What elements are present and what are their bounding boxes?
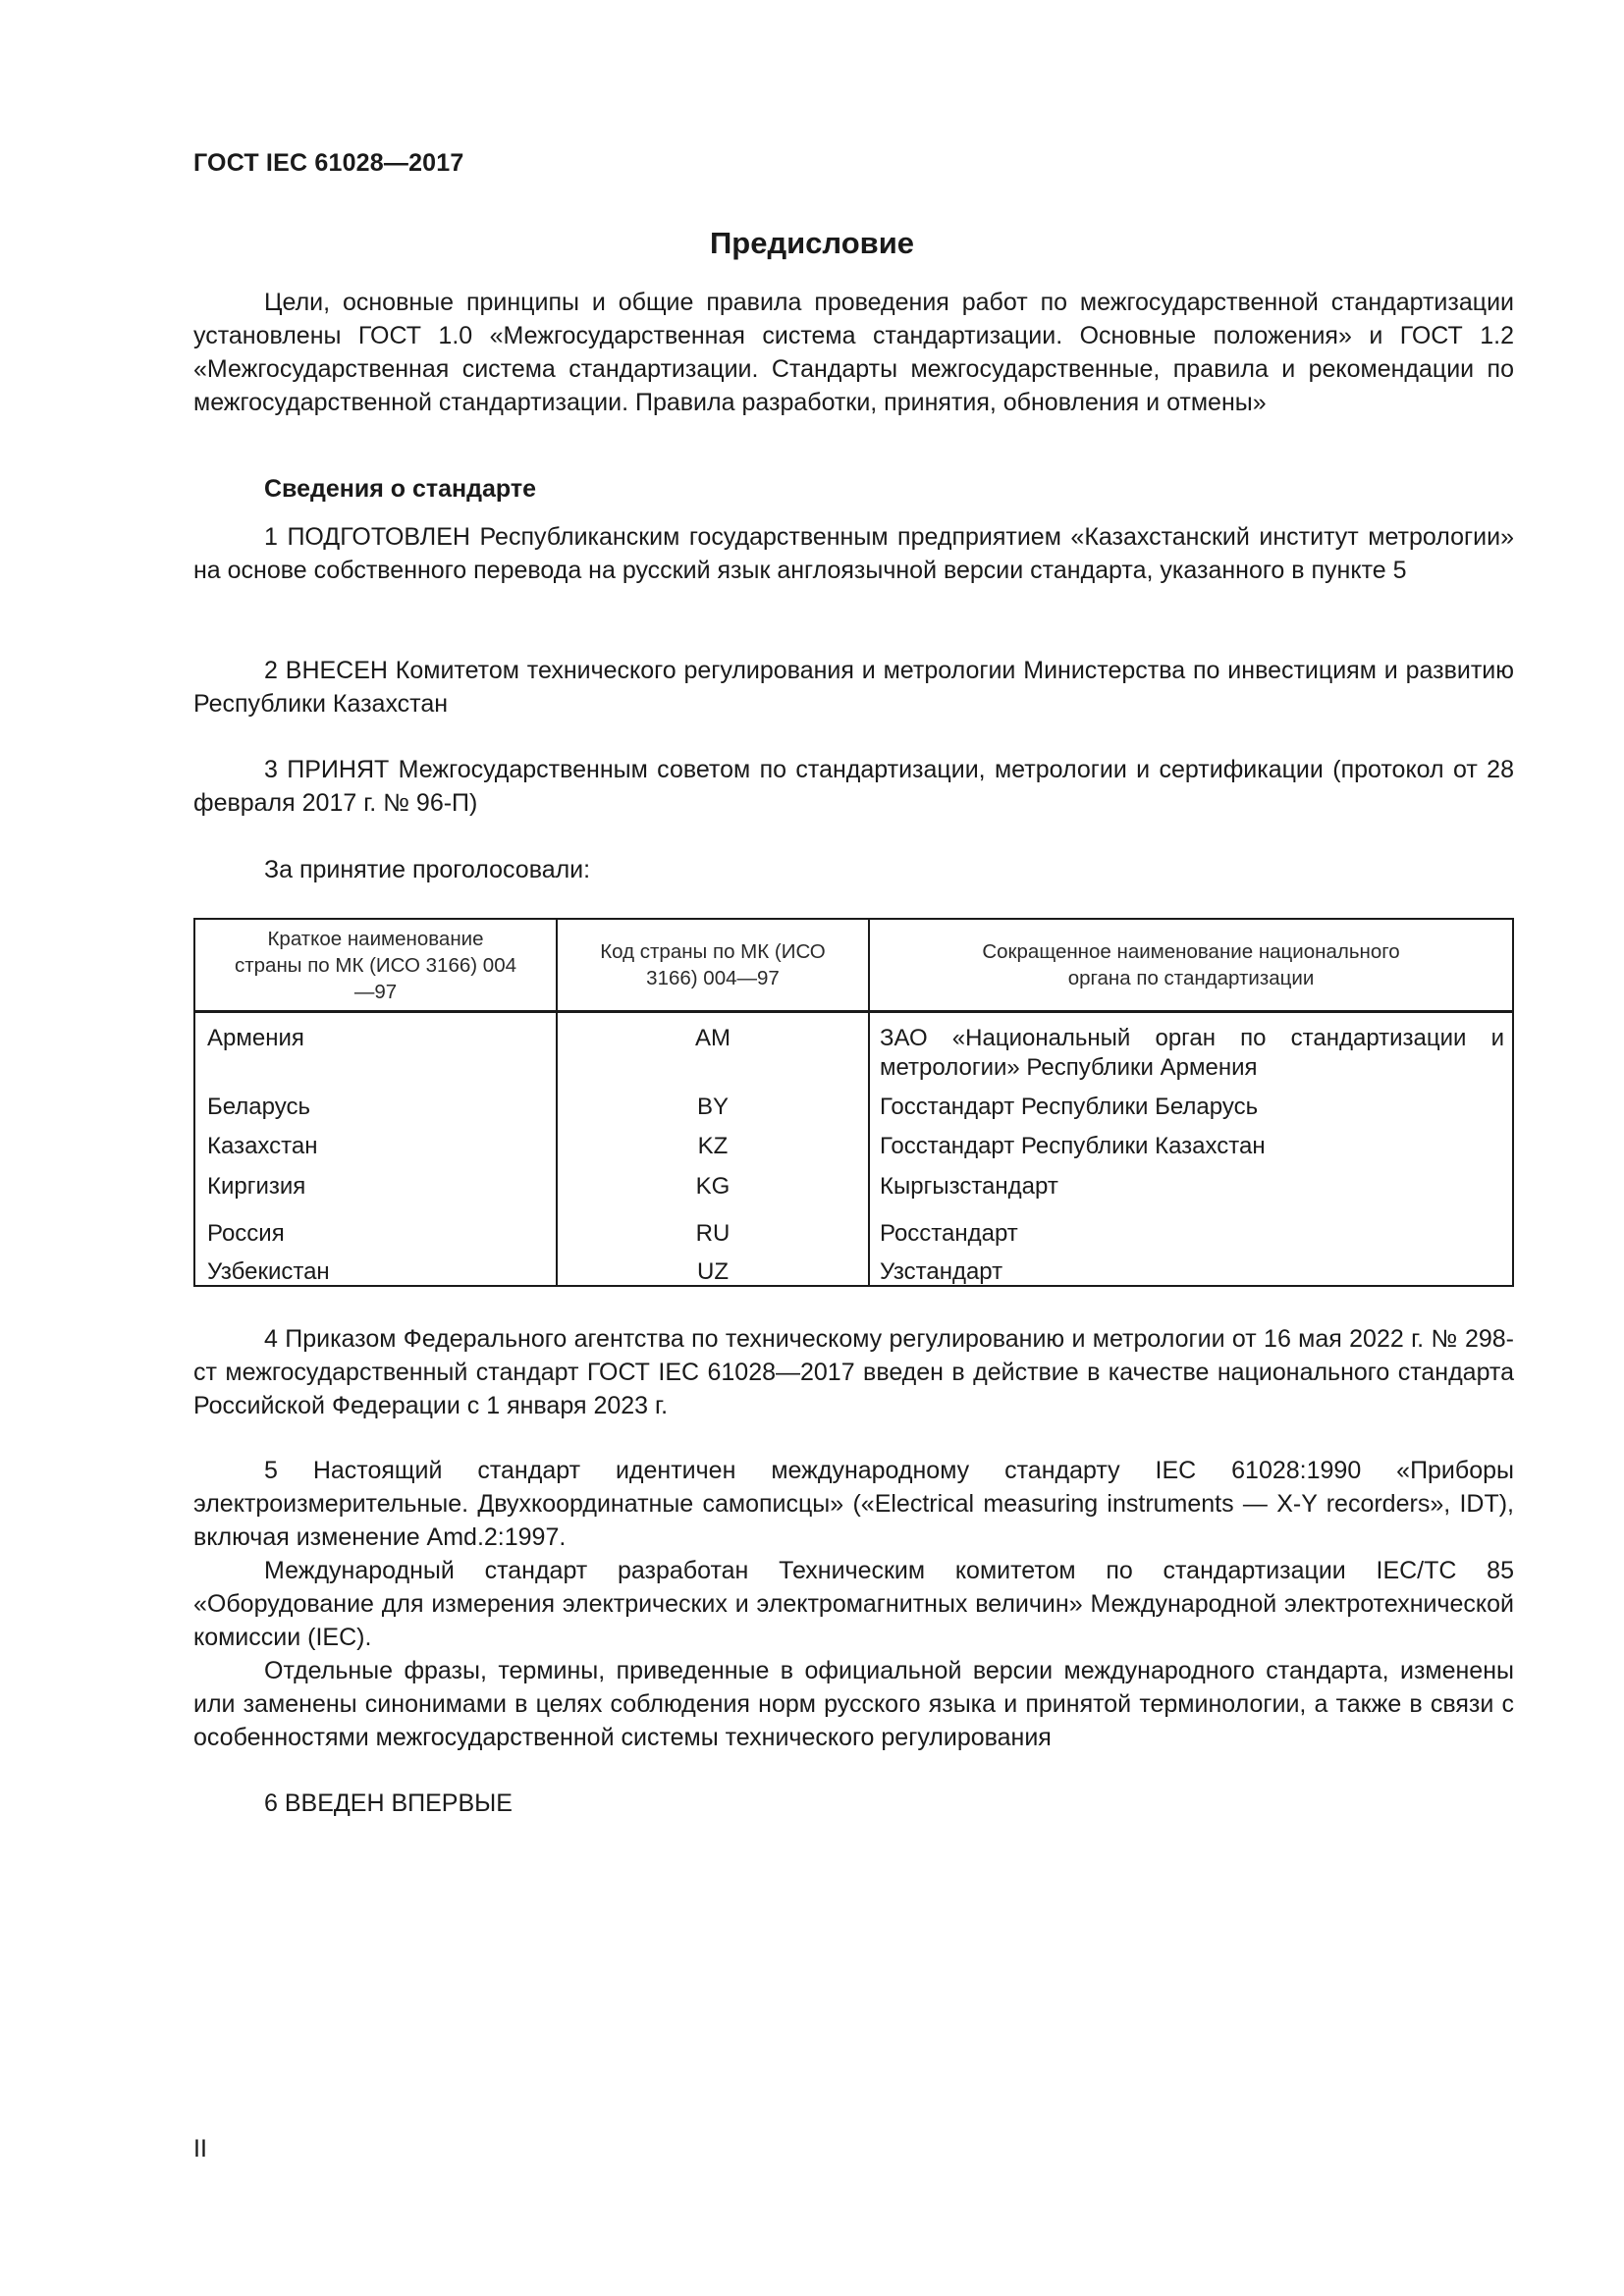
table-header-row [195, 920, 1512, 1013]
item-5-terms-paragraph: Отдельные фразы, термины, приведенные в официальной версии международного стандарта, изменены или заменены синонимами в целях соблюдения норм русского языка и принятой терминологии, а также в связи с особенностями межгосударственной системы технического регулирования [193, 1657, 1514, 1751]
table-cell-org: Госстандарт Республики Казахстан [880, 1133, 1266, 1159]
document-id-header: ГОСТ IEC 61028—2017 [193, 149, 464, 177]
table-cell-org: Росстандарт [880, 1220, 1018, 1247]
table-cell-country: Армения [207, 1025, 304, 1051]
item-4-paragraph: 4 Приказом Федерального агентства по техническому регулированию и метрологии от 16 мая 2022 г. № 298-ст межгосударственный стандарт ГОСТ IEC 61028—2017 введен в действие в качестве национального стандарта Российской Федерации с 1 января 2023 г. [193, 1325, 1514, 1419]
table-cell-code: RU [695, 1220, 731, 1247]
page-title: Предисловие [709, 226, 914, 260]
page-number: II [193, 2135, 207, 2163]
item-6-paragraph: 6 ВВЕДЕН ВПЕРВЫЕ [264, 1789, 513, 1817]
table-cell-org: ЗАО «Национальный орган по стандартизации и метрологии» Республики Армения [880, 1025, 1504, 1081]
table-cell-code: AM [695, 1025, 731, 1051]
table-cell-code: KZ [697, 1133, 729, 1159]
voting-table [193, 918, 1514, 1287]
item-1-paragraph: 1 ПОДГОТОВЛЕН Республиканским государственным предприятием «Казахстанский институт метрологии» на основе собственного перевода на русский язык англоязычной версии стандарта, указанного в пункте 5 [193, 523, 1514, 584]
item-3-paragraph: 3 ПРИНЯТ Межгосударственным советом по стандартизации, метрологии и сертификации (протокол от 28 февраля 2017 г. № 96-П) [193, 756, 1514, 817]
table-cell-country: Беларусь [207, 1094, 310, 1120]
table-cell-org: Госстандарт Республики Беларусь [880, 1094, 1259, 1120]
table-cell-org: Узстандарт [880, 1258, 1003, 1285]
table-cell-country: Узбекистан [207, 1258, 330, 1285]
column-divider [868, 1010, 870, 1285]
header-country: Краткое наименование страны по МК (ИСО 3166) 004—97 [195, 920, 558, 1010]
header-org: Сокращенное наименование национального органа по стандартизации [982, 940, 1400, 989]
table-cell-country: Киргизия [207, 1173, 306, 1200]
header-code: Код страны по МК (ИСО 3166) 004—97 [558, 920, 870, 1010]
table-cell-country: Казахстан [207, 1133, 318, 1159]
standard-info-heading: Сведения о стандарте [264, 475, 537, 503]
table-cell-code: KG [695, 1173, 731, 1200]
item-5-committee-paragraph: Международный стандарт разработан Техническим комитетом по стандартизации IEC/TC 85 «Оборудование для измерения электрических и электромагнитных величин» Международной электротехнической комиссии (IEC). [193, 1557, 1514, 1651]
intro-paragraph: Цели, основные принципы и общие правила проведения работ по межгосударственной стандартизации установлены ГОСТ 1.0 «Межгосударственная система стандартизации. Основные положения» и ГОСТ 1.2 «Межгосударственная система стандартизации. Стандарты межгосударственные, правила и рекомендации по межгосударственной стандартизации. Правила разработки, принятия, обновления и отмены» [193, 289, 1514, 416]
vote-intro: За принятие проголосовали: [264, 856, 591, 883]
table-cell-country: Россия [207, 1220, 285, 1247]
item-2-paragraph: 2 ВНЕСЕН Комитетом технического регулирования и метрологии Министерства по инвестициям и развитию Республики Казахстан [193, 657, 1514, 718]
table-cell-code: UZ [697, 1258, 729, 1285]
table-cell-code: BY [696, 1094, 729, 1120]
item-5-paragraph: 5 Настоящий стандарт идентичен международному стандарту IEC 61028:1990 «Приборы электроизмерительные. Двухкоординатные самописцы» («Electrical measuring instruments — X-Y recorders», IDT), включая изменение Amd.2:1997. [193, 1457, 1514, 1551]
table-cell-org: Кыргызстандарт [880, 1173, 1058, 1200]
